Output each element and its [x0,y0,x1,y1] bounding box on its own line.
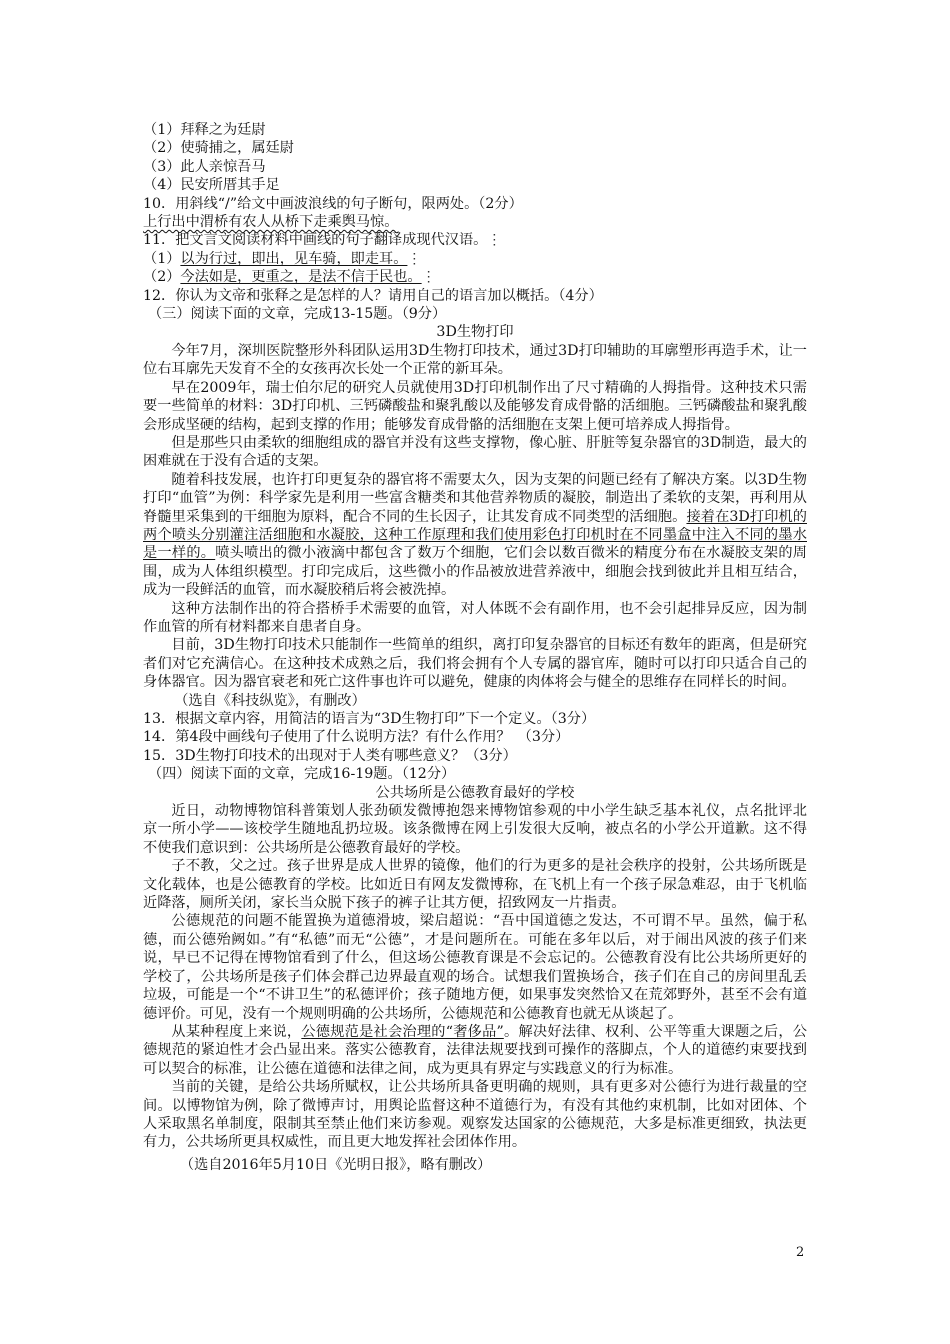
section3-paragraph-3: 但是那些只由柔软的细胞组成的器官并没有这些支撑物，像心脏、肝脏等复杂器官的3D制造，最大的困难就在于没有合适的支架。 [143,434,807,470]
section3-paragraph-5: 这种方法制作出的符合搭桥手术需要的血管，对人体既不会有副作用，也不会引起排异反应，因为制作血管的所有材料都来自患者自身。 [143,600,807,635]
q10-sentence [143,213,807,231]
page-number: 2 [796,1245,805,1260]
section3-heading: （三）阅读下面的文章，完成13-15题。（9分） [147,306,447,323]
underlined-sentence-1: 以为行过，即出，见车骑，即走耳。 [180,250,408,267]
section3-paragraph-4-part-a: 随着科技发展，也许打印更复杂的器官将不需要太久，因为支架的问题已经有了解决方案。以3D生物打印“血管”为例：科学家先是利用一些富含糖类和其他营养物质的凝胶，制造出了柔软的支架，再利用从脊髓里采集到的干细胞为原料，配合不同的生长因子，让其发育成不同类型的活细胞。 [143,471,807,525]
q12-prompt: 12．你认为文帝和张释之是怎样的人？请用自己的语言加以概括。（4分） [143,287,603,304]
section3-paragraph-2: 早在2009年，瑞士伯尔尼的研究人员就使用3D打印机制作出了尺寸精确的人拇指骨。这种技术只需要一些简单的材料：3D打印机、三钙磷酸盐和聚乳酸以及能够发育成骨骼的活细胞。三钙磷酸盐和聚乳酸会形成坚硬的结构，起到支撑的作用；能够发育成骨骼的活细胞在支架上便可培养成人拇指骨。 [143,379,807,433]
section3-paragraph-4 [143,471,807,600]
wavy-underlined-sentence: 上行出中渭桥有农人从桥下走乘舆马惊。 [143,214,399,231]
q9-item-1: （1）拜释之为廷尉 [143,122,266,138]
section3-paragraph-6: 目前，3D生物打印技术只能制作一些简单的组织，离打印复杂器官的目标还有数年的距离，但是研究者们对它充满信心。在这种技术成熟之后，我们将会拥有个人专属的器官库，随时可以打印只适合自己的身体器官。因为器官衰老和死亡这件事也许可以避免，健康的肉体将会与健全的思维存在同样长的时间。 [143,637,807,691]
section4-paragraph-4 [143,1023,807,1078]
q11-prompt [143,231,807,249]
section4-source: （选自2016年5月10日《光明日报》，略有删改） [179,1156,492,1173]
q9-item-2: （2）使骑捕之，属廷尉 [143,140,294,157]
q10-prompt: 10．用斜线“/”给文中画波浪线的句子断句，限两处。（2分） [143,195,523,212]
section3-underlined-sentence: 接着在3D打印机的两个喷头分别灌注活细胞和水凝胶，这种工作原理和我们使用彩色打印机时在不同墨盒中注入不同的墨水是一样的。 [143,508,807,562]
q9-item-4: （4）民安所厝其手足 [143,177,280,194]
q15-prompt: 15．3D生物打印技术的出现对于人类有哪些意义？（3分） [143,747,517,764]
section4-paragraph-1: 近日，动物博物馆科普策划人张劲硕发微博抱怨来博物馆参观的中小学生缺乏基本礼仪，点名批评北京一所小学——该校学生随地乱扔垃圾。该条微博在网上引发很大反响，被点名的小学公开道歉。这不得不使我们意识到：公共场所是公德教育最好的学校。 [143,803,807,856]
section3-source: （选自《科技纵览》，有删改） [174,692,366,709]
section4-paragraph-5: 当前的关键，是给公共场所赋权，让公共场所具备更明确的规则，具有更多对公德行为进行裁量的空间。以博物馆为例，除了微博声讨，用舆论监督这种不道德行为，有没有其他约束机制，比如对团体、个人采取黑名单制度，限制其至禁止他们来访参观。观察发达国家的公德规范，大多是标准更细致，执法更有力，公共场所更具权威性，而且更大地发挥社会团体作用。 [143,1079,807,1151]
colon-marker: ⋮ [407,250,423,267]
colon-marker: ⋮ [487,232,503,249]
q11-item-1-prefix: （1） [143,250,181,267]
q11-item-2 [143,268,807,286]
q9-item-3: （3）此人亲惊吾马 [143,158,266,175]
q11-prompt-text: 11．把文言文阅读材料中画线的句子翻译成现代汉语。 [143,232,488,249]
section4-underlined-phrase: 公德规范是社会治理的“奢侈品” [301,1023,504,1040]
section4-paragraph-4-part-b: 。解决好法律、权利、公平等重大课题之后，公德规范的紧迫性才会凸显出来。落实公德教育，法律法规要找到可操作的落脚点，个人的道德约束要找到可以契合的标准，让公德在道德和法律之间，成为更具有界定与实践意义的行为标准。 [143,1023,807,1077]
q11-item-2-prefix: （2） [143,269,181,286]
section3-title: 3D生物打印 [436,324,514,341]
section4-paragraph-3: 公德规范的问题不能置换为道德滑坡，梁启超说：“吾中国道德之发达，不可谓不早。虽然，偏于私德，而公德殆阙如。”有“私德”而无“公德”，才是问题所在。可能在多年以后，对于闹出风波的孩子们来说，早已不记得在博物馆看到了什么，但这场公德教育课是不会忘记的。公德教育没有比公共场所更好的学校了，公共场所是孩子们体会群己边界最直观的场合。试想我们置换场合，孩子们在自己的房间里乱丢垃圾，可能是一个“不讲卫生”的私德评价；孩子随地方便，如果事发突然恰又在荒郊野外，甚至不会有道德评价。可见，没有一个规则明确的公共场所，公德规范和公德教育也就无从谈起了。 [143,913,807,1022]
page-content [143,121,807,1174]
underlined-sentence-2: 今法如是，更重之，是法不信于民也。 [180,269,422,286]
colon-marker: ⋮ [421,269,437,286]
section4-title: 公共场所是公德教育最好的学校 [375,784,575,801]
section4-paragraph-2: 子不教，父之过。孩子世界是成人世界的镜像，他们的行为更多的是社会秩序的投射，公共场所既是文化载体，也是公德教育的学校。比如近日有网友发微博称，在飞机上有一个孩子尿急难忍，由于飞机临近降落，厕所关闭，家长当众脱下孩子的裤子让其方便，招致网友一片指责。 [143,858,807,912]
q14-prompt: 14．第4段中画线句子使用了什么说明方法？有什么作用？ （3分） [143,729,570,746]
section3-paragraph-1: 今年7月，深圳医院整形外科团队运用3D生物打印技术，通过3D打印辅助的耳廓塑形再造手术，让一位右耳廓先天发育不全的女孩再次长处一个正常的新耳朵。 [143,342,807,378]
section4-paragraph-4-part-a: 从某种程度上来说， [171,1023,302,1040]
q11-item-1 [143,250,807,268]
section4-heading: （四）阅读下面的文章，完成16-19题。（12分） [147,766,456,783]
q13-prompt: 13．根据文章内容，用简洁的语言为“3D生物打印”下一个定义。（3分） [143,711,596,727]
section3-paragraph-4-part-b: 喷头喷出的微小液滴中都包含了数万个细胞，它们会以数百微米的精度分布在水凝胶支架的周围，成为人体组织模型。打印完成后，这些微小的作品被放进营养液中，细胞会找到彼此并且相互结合，成为一段鲜活的血管，而水凝胶稍后将会被洗掉。 [143,545,807,599]
